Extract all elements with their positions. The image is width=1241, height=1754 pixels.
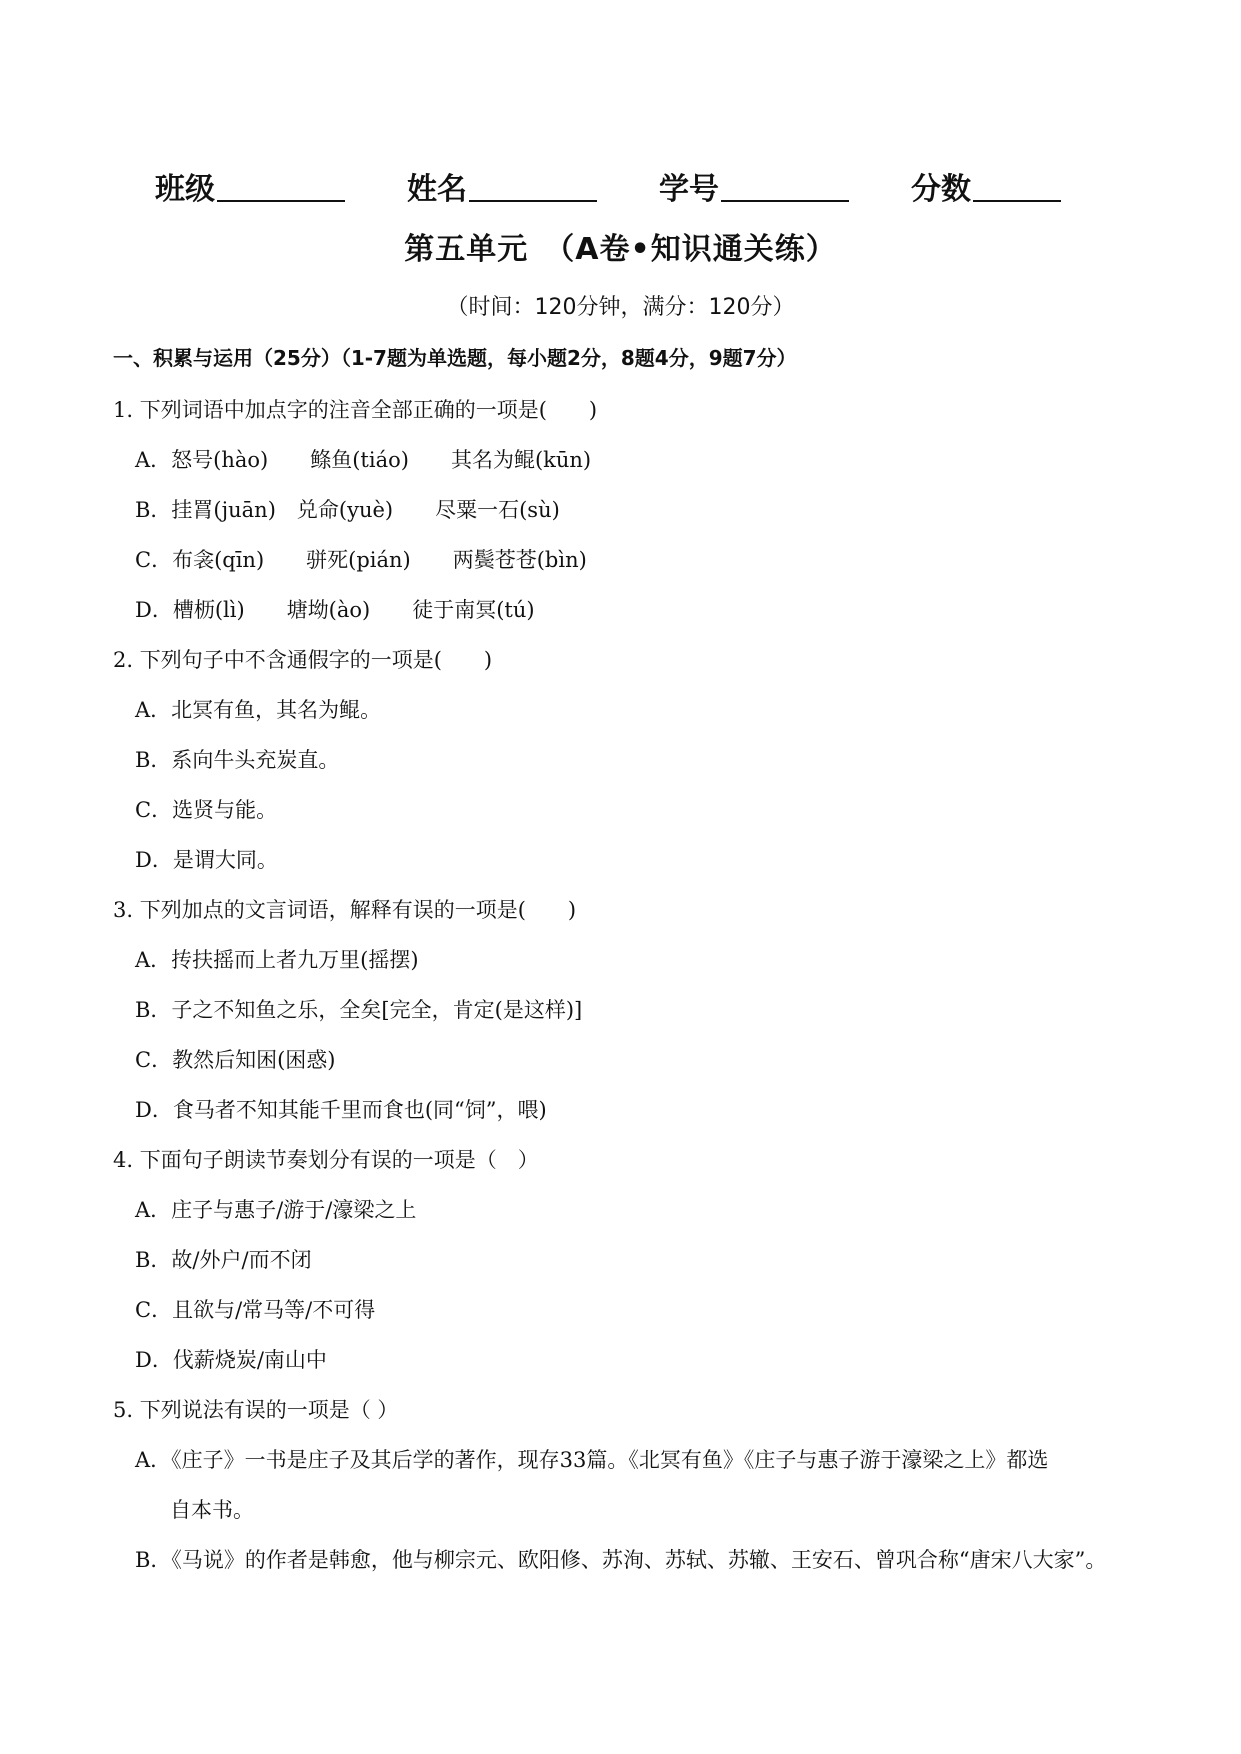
question-1-option-b[interactable]: B．挂罥(juān) 兑命(yuè) 尽粟一石(sù)	[135, 498, 560, 522]
section-heading: 一、积累与运用（25分）（1-7题为单选题，每小题2分，8题4分，9题7分）	[113, 346, 797, 370]
question-4-stem: 4. 下面句子朗读节奏划分有误的一项是（ ）	[113, 1148, 539, 1172]
question-3-option-b[interactable]: B．子之不知鱼之乐，全矣[完全，肯定(是这样)]	[135, 998, 583, 1022]
question-5-option-b[interactable]: B．《马说》的作者是韩愈，他与柳宗元、欧阳修、苏洵、苏轼、苏辙、王安石、曾巩合称“唐宋八大家”。	[135, 1548, 1107, 1572]
exam-time-score: （时间：120分钟，满分：120分）	[446, 295, 795, 320]
name-field[interactable]	[407, 164, 597, 208]
question-5-option-a-continued: 自本书。	[170, 1498, 254, 1522]
student-id-blank[interactable]	[721, 200, 849, 202]
question-2-stem: 2. 下列句子中不含通假字的一项是( )	[113, 648, 493, 672]
question-1-option-d[interactable]: D．槽枥(lì) 塘坳(ào) 徒于南冥(tú)	[135, 598, 535, 622]
question-4-option-c[interactable]: C．且欲与/常马等/不可得	[135, 1298, 376, 1322]
question-4-option-b[interactable]: B．故/外户/而不闭	[135, 1248, 312, 1272]
class-field[interactable]	[155, 164, 345, 208]
question-5-option-a[interactable]: A．《庄子》一书是庄子及其后学的著作，现存33篇。《北冥有鱼》《庄子与惠子游于濠梁之上》都选	[135, 1448, 1049, 1472]
question-5-stem: 5. 下列说法有误的一项是（ ）	[113, 1398, 399, 1422]
score-blank[interactable]	[973, 200, 1061, 202]
question-3-option-c[interactable]: C．教然后知困(困惑)	[135, 1048, 336, 1072]
student-id-label: 学号	[659, 172, 719, 207]
question-3-option-a[interactable]: A．抟扶摇而上者九万里(摇摆)	[135, 948, 419, 972]
question-2-option-c[interactable]: C．选贤与能。	[135, 798, 278, 822]
page-title: 第五单元 （A卷•知识通关练）	[404, 232, 837, 267]
question-4-option-d[interactable]: D．伐薪烧炭/南山中	[135, 1348, 327, 1372]
score-field[interactable]	[911, 164, 1061, 208]
student-id-field[interactable]	[659, 164, 849, 208]
question-2-option-d[interactable]: D．是谓大同。	[135, 848, 278, 872]
question-1-option-a[interactable]: A．怒号(hào) 鲦鱼(tiáo) 其名为鲲(kūn)	[135, 448, 592, 472]
question-2-option-a[interactable]: A．北冥有鱼，其名为鲲。	[135, 698, 382, 722]
question-1-stem: 1. 下列词语中加点字的注音全部正确的一项是( )	[113, 398, 598, 422]
class-label: 班级	[155, 172, 215, 207]
name-blank[interactable]	[469, 200, 597, 202]
score-label: 分数	[911, 172, 971, 207]
question-3-stem: 3. 下列加点的文言词语，解释有误的一项是( )	[113, 898, 577, 922]
question-4-option-a[interactable]: A．庄子与惠子/游于/濠梁之上	[135, 1198, 417, 1222]
student-info-line	[155, 158, 1085, 208]
question-1-option-c[interactable]: C．布衾(qīn) 骈死(pián) 两鬓苍苍(bìn)	[135, 548, 587, 572]
name-label: 姓名	[407, 172, 467, 207]
question-2-option-b[interactable]: B．系向牛头充炭直。	[135, 748, 340, 772]
question-3-option-d[interactable]: D．食马者不知其能千里而食也(同“饲”，喂)	[135, 1098, 547, 1122]
class-blank[interactable]	[217, 200, 345, 202]
